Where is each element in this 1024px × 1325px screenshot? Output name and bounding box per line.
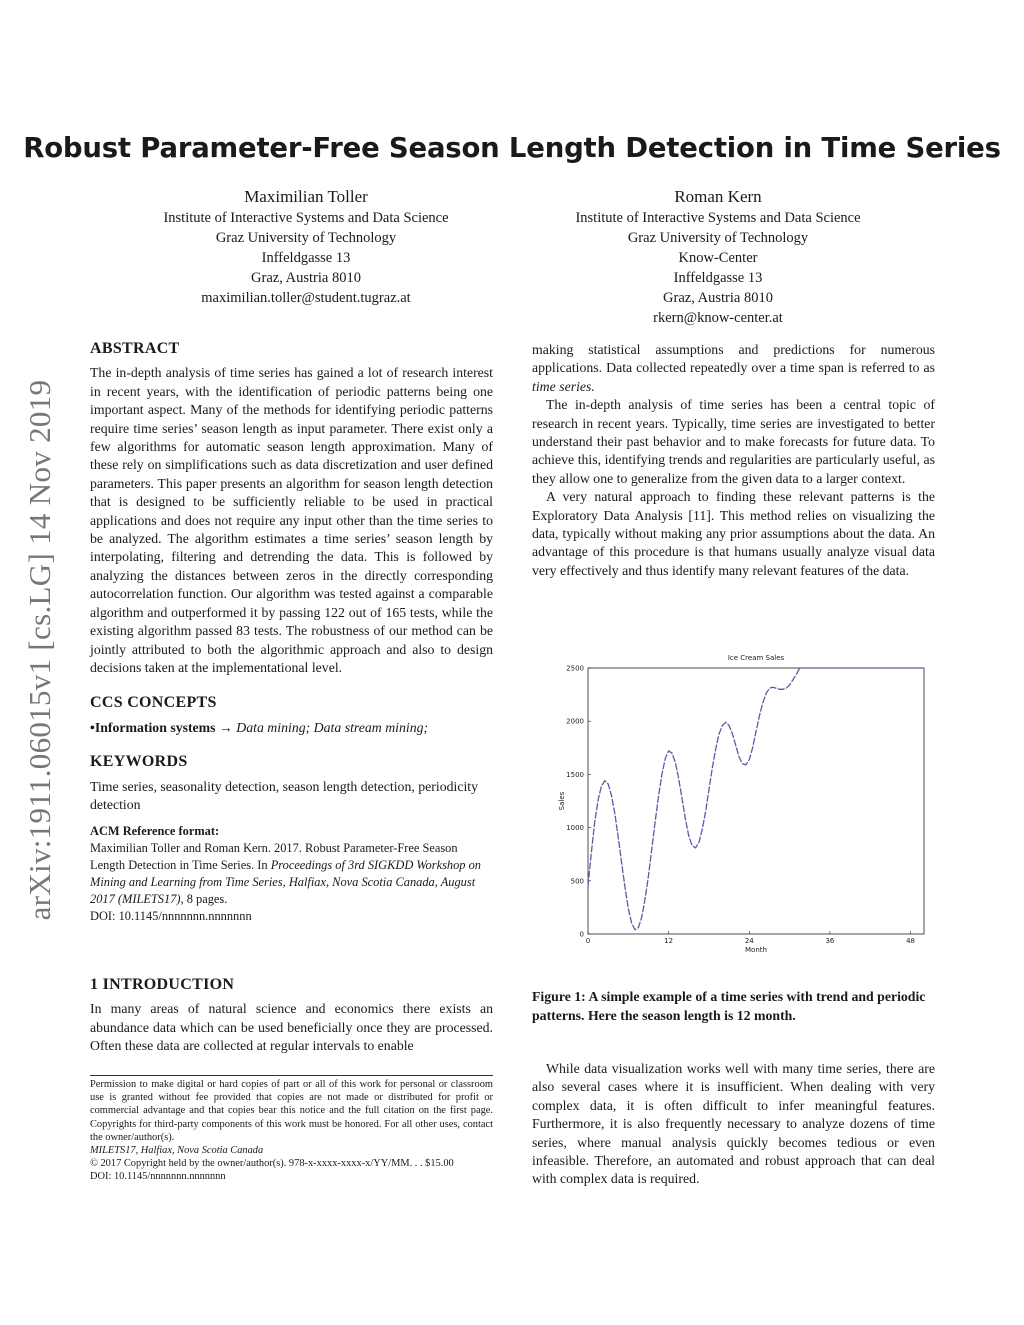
author-street: Inffeldgasse 13 xyxy=(673,270,763,286)
arxiv-identifier[interactable]: arXiv:1911.06015v1 [cs.LG] 14 Nov 2019 xyxy=(22,379,57,921)
ccs-concept-list: Data mining; Data stream mining; xyxy=(236,719,429,735)
author-affiliation: Institute of Interactive Systems and Data Science xyxy=(575,210,861,226)
introduction-section xyxy=(90,976,493,1056)
chart-title: Ice Cream Sales xyxy=(727,654,785,662)
y-tick-label: 2000 xyxy=(566,717,584,726)
ccs-heading: CCS CONCEPTS xyxy=(90,694,217,712)
author-center: Know-Center xyxy=(678,250,758,266)
abstract-text: The in-depth analysis of time series has gained a lot of research interest in recent years, with the identification of periodic patterns being one important aspect. Many of the methods for identifying periodic patterns require time series’ season length as input parameter. There exist only a few algorithms for automatic season length approximation. Many of these rely on simplifications such as data discretization and user defined parameters. This paper presents an algorithm for season length detection that is designed to be sufficiently reliable to be used in practical applications and does not require any input other than the time series to be analyzed. The algorithm estimates a time series’ season length by interpolating, filtering and detrending the data. This is followed by analyzing the distances between zeros in the directly corresponding autocorrelation function. Our algorithm was tested against a comparable algorithm and outperformed it by passing 122 out of 165 tests, while the existing algorithm passed 83 tests. The robustness of our method can be jointly attributed to both the algorithmic approach and also to design decisions taken at the implementational level. xyxy=(90,365,493,675)
footnote-doi[interactable]: DOI: 10.1145/nnnnnnn.nnnnnnn xyxy=(90,1171,226,1183)
ccs-bullet: •Information systems xyxy=(90,719,216,735)
author-name: Maximilian Toller xyxy=(244,187,368,206)
intro-paragraph-4: While data visualization works well with many time series, there are also several cases where it is insufficient. When dealing with very complex data, it is often difficult to infer meaningful features. Furthermore, it is also frequently necessary to analyze dozens of time series, where manual analysis quickly becomes tedious or even infeasible. Therefore, an automated and robust approach that can deal with complex data is required. xyxy=(532,1061,935,1187)
right-column-top xyxy=(532,341,935,580)
x-tick-label: 24 xyxy=(744,937,754,945)
y-tick-label: 0 xyxy=(579,930,584,939)
author-street: Inffeldgasse 13 xyxy=(261,250,351,266)
y-tick-label: 1000 xyxy=(566,824,584,833)
keywords-heading: KEYWORDS xyxy=(90,753,188,771)
y-tick-label: 2500 xyxy=(566,664,584,673)
footnote xyxy=(90,1078,493,1184)
y-tick-label: 1500 xyxy=(566,770,584,779)
acm-ref-text xyxy=(90,840,493,908)
author-university: Graz University of Technology xyxy=(215,230,397,246)
axis-ticks xyxy=(566,665,915,946)
venue-note: MILETS17, Halfiax, Nova Scotia Canada xyxy=(90,1145,264,1157)
x-tick-label: 48 xyxy=(906,937,916,945)
keywords-text: Time series, seasonality detection, season length detection, periodicity detection xyxy=(90,778,479,812)
term-time-series: time series. xyxy=(532,378,595,394)
author-city: Graz, Austria 8010 xyxy=(663,290,773,306)
paper-title: Robust Parameter-Free Season Length Detection in Time Series xyxy=(23,132,1001,164)
intro-continued xyxy=(532,341,935,396)
right-column-bottom xyxy=(532,1060,935,1189)
x-tick-label: 0 xyxy=(585,937,591,945)
ice-cream-sales-chart xyxy=(540,645,940,960)
author-email[interactable]: maximilian.toller@student.tugraz.at xyxy=(201,290,411,306)
x-tick-label: 36 xyxy=(825,937,835,945)
acm-ref-doi[interactable]: DOI: 10.1145/nnnnnnn.nnnnnnn xyxy=(90,909,252,924)
author-email[interactable]: rkern@know-center.at xyxy=(653,310,783,326)
intro-continued-text: making statistical assumptions and predictions for numerous applications. Data collected repeatedly over a time span is referred to as xyxy=(532,342,935,376)
footnote-divider xyxy=(90,1075,493,1076)
y-axis-label: Sales xyxy=(558,791,566,811)
plot-frame xyxy=(588,668,924,934)
intro-heading: 1 INTRODUCTION xyxy=(90,976,235,993)
x-tick-label: 12 xyxy=(664,937,674,945)
author-name: Roman Kern xyxy=(674,187,762,206)
arrow-icon: → xyxy=(219,719,233,735)
acm-ref-heading: ACM Reference format: xyxy=(90,824,220,839)
author-affiliation: Institute of Interactive Systems and Data Science xyxy=(163,210,449,226)
ccs-concepts xyxy=(90,719,493,737)
acm-ref-pages: 8 pages. xyxy=(183,892,228,907)
abstract-heading: ABSTRACT xyxy=(90,340,180,357)
author-block-2 xyxy=(518,186,918,328)
y-tick-label: 500 xyxy=(570,877,584,886)
copyright-note: © 2017 Copyright held by the owner/author(s). 978-x-xxxx-xxxx-x/YY/MM. . . $15.00 xyxy=(90,1158,454,1170)
author-university: Graz University of Technology xyxy=(627,230,809,246)
figure-caption: Figure 1: A simple example of a time series with trend and periodic patterns. Here the season length is 12 month. xyxy=(532,989,926,1023)
acm-ref-venue: Proceedings of 3rd SIGKDD Workshop on Mining and Learning from Time Series, Halfiax, Nova Scotia Canada, August 2017 (MILETS17), xyxy=(90,858,481,907)
x-axis-label: Month xyxy=(745,946,767,954)
intro-paragraph: In many areas of natural science and economics there exists an abundance data which can be used beneficially once they are processed. Often these data are collected at regular intervals to enable xyxy=(90,1001,493,1054)
intro-paragraph-3: A very natural approach to finding these relevant patterns is the Exploratory Data Analysis [11]. This method relies on visualizing the data, typically without making any prior assumptions about the data. An advantage of this procedure is that humans usually analyze visual data very effectively and thus identify many relevant features of the data. xyxy=(532,489,935,578)
author-city: Graz, Austria 8010 xyxy=(251,270,361,286)
series-line-sales xyxy=(588,668,924,930)
acm-ref-authors: Maximilian Toller and Roman Kern. 2017. Robust Parameter-Free Season Length Detection in Time Series. In xyxy=(90,841,458,873)
intro-paragraph-2: The in-depth analysis of time series has been a central topic of research in recent years. Typically, time series are investigated to better understand their past behavior and to make forecasts for future data. To achieve this, identifying trends and regularities are particularly useful, as they allow one to generalize from the given data to a larger context. xyxy=(532,397,935,486)
author-block-1 xyxy=(106,186,506,308)
permission-notice: Permission to make digital or hard copies of part or all of this work for personal or classroom use is granted without fee provided that copies are not made or distributed for profit or commercial advantage and that copies bear this notice and the full citation on the first page. Copyrights for third-party components of this work must be honored. For all other uses, contact the owner/author(s). xyxy=(90,1079,493,1143)
left-column xyxy=(90,340,493,925)
